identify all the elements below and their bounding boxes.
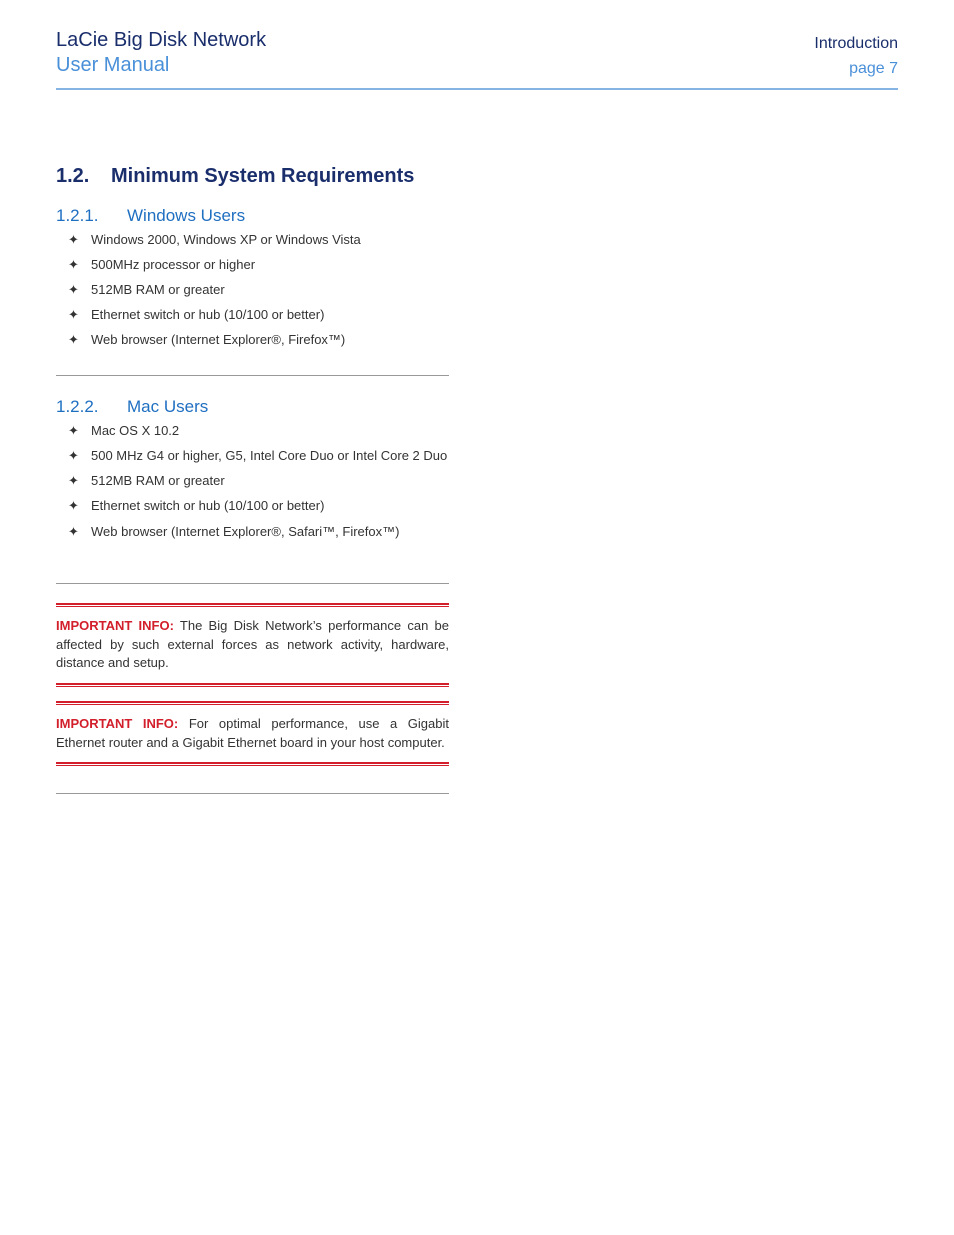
section-number: 1.2. bbox=[56, 165, 90, 187]
section-divider bbox=[56, 583, 449, 584]
manual-title: User Manual bbox=[56, 54, 170, 76]
windows-requirements-list bbox=[56, 231, 449, 348]
section-title: Minimum System Requirements bbox=[111, 165, 415, 187]
bullet-star-icon: ✦ bbox=[68, 498, 79, 513]
important-info-note bbox=[56, 617, 449, 673]
bullet-star-icon: ✦ bbox=[68, 524, 79, 539]
section-heading-block bbox=[56, 165, 449, 188]
section-divider bbox=[56, 375, 449, 376]
windows-users-title: Windows Users bbox=[127, 206, 246, 225]
list-item: ✦ Web browser (Internet Explorer®, Firefox™) bbox=[56, 331, 449, 348]
list-item: ✦ Web browser (Internet Explorer®, Safari™, Firefox™) bbox=[56, 523, 449, 540]
section-name: Introduction bbox=[814, 35, 898, 52]
list-item: ✦ 512MB RAM or greater bbox=[56, 281, 449, 298]
list-item: ✦ 500MHz processor or higher bbox=[56, 256, 449, 273]
mac-requirements-list bbox=[56, 422, 449, 540]
bullet-star-icon: ✦ bbox=[68, 423, 79, 438]
mac-users-number: 1.2.2. bbox=[56, 397, 99, 416]
mac-users-title: Mac Users bbox=[127, 397, 209, 416]
important-info-bottom-border bbox=[56, 762, 449, 766]
product-title: LaCie Big Disk Network bbox=[56, 29, 267, 51]
bullet-star-icon: ✦ bbox=[68, 307, 79, 322]
list-item: ✦ Mac OS X 10.2 bbox=[56, 422, 449, 439]
page-number: page 7 bbox=[849, 60, 898, 77]
document-header-right bbox=[814, 31, 898, 81]
important-info-text: For optimal performance, use a Gigabit Ethernet router and a Gigabit Ethernet board in your host computer. bbox=[56, 716, 449, 750]
important-info-label: IMPORTANT INFO: bbox=[56, 716, 179, 731]
list-item: ✦ Ethernet switch or hub (10/100 or better) bbox=[56, 497, 449, 514]
mac-users-block bbox=[56, 397, 449, 540]
list-item: ✦ Ethernet switch or hub (10/100 or better) bbox=[56, 306, 449, 323]
important-info-bottom-border bbox=[56, 683, 449, 687]
bullet-star-icon: ✦ bbox=[68, 448, 79, 463]
bullet-star-icon: ✦ bbox=[68, 257, 79, 272]
section-divider bbox=[56, 793, 449, 794]
bullet-star-icon: ✦ bbox=[68, 473, 79, 488]
important-info-top-border bbox=[56, 603, 449, 607]
important-info-top-border bbox=[56, 701, 449, 705]
list-item: ✦ 512MB RAM or greater bbox=[56, 472, 449, 489]
important-info-note bbox=[56, 715, 449, 752]
section-heading bbox=[56, 165, 449, 188]
important-info-label: IMPORTANT INFO: bbox=[56, 618, 174, 633]
bullet-star-icon: ✦ bbox=[68, 282, 79, 297]
bullet-star-icon: ✦ bbox=[68, 232, 79, 247]
important-info-text: The Big Disk Network’s performance can be affected by such external forces as network activity, hardware, distance and setup. bbox=[56, 618, 449, 670]
windows-users-number: 1.2.1. bbox=[56, 206, 99, 225]
list-item: ✦ 500 MHz G4 or higher, G5, Intel Core Duo or Intel Core 2 Duo bbox=[56, 447, 449, 464]
mac-users-heading bbox=[56, 397, 449, 417]
list-item: ✦ Windows 2000, Windows XP or Windows Vista bbox=[56, 231, 449, 248]
header-divider bbox=[56, 88, 898, 90]
document-header-left bbox=[56, 28, 266, 78]
windows-users-block bbox=[56, 206, 449, 348]
bullet-star-icon: ✦ bbox=[68, 332, 79, 347]
windows-users-heading bbox=[56, 206, 449, 226]
